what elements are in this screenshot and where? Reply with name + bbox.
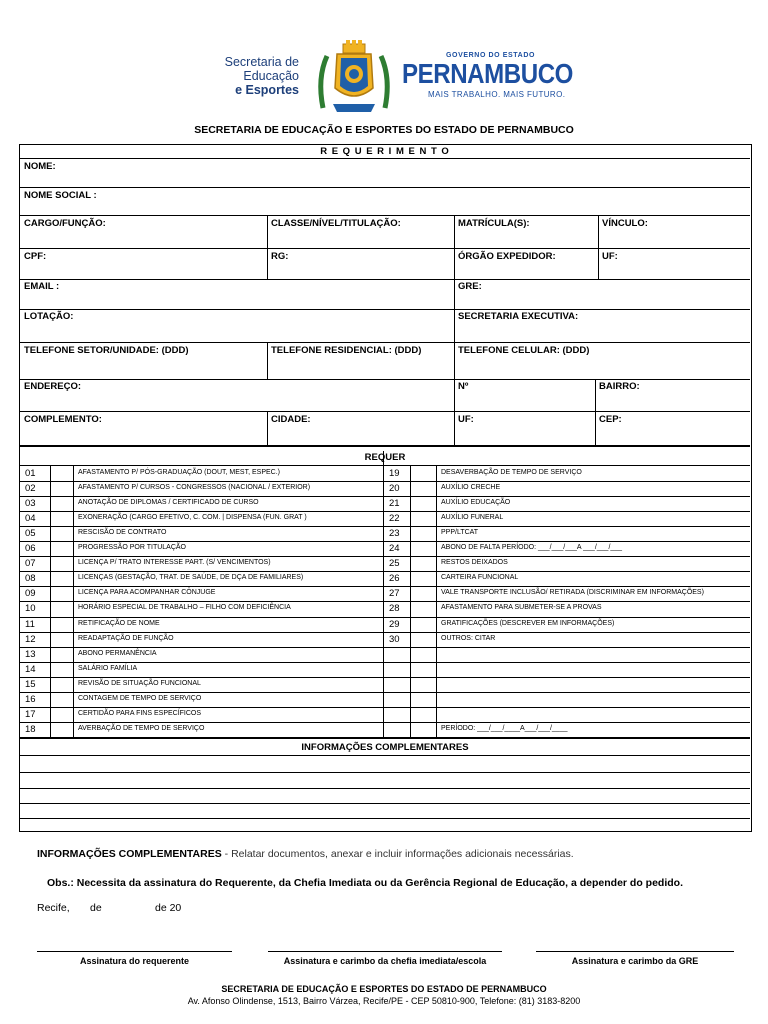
requer-item-checkbox[interactable] <box>411 541 436 555</box>
requer-item-checkbox[interactable] <box>51 647 73 661</box>
info-complementares-title: INFORMAÇÕES COMPLEMENTARES <box>301 742 469 753</box>
requer-item-checkbox[interactable] <box>51 526 73 540</box>
requer-item-checkbox[interactable] <box>411 677 436 691</box>
footer-address: Av. Afonso Olindense, 1513, Bairro Várzea, Recife/PE - CEP 50810-900, Telefone: (81) 3183-8200 <box>187 996 581 1006</box>
requer-item-checkbox[interactable] <box>411 707 436 721</box>
requer-item-number: 10 <box>25 603 36 615</box>
signature-line-chefia[interactable] <box>268 951 502 952</box>
field-nome[interactable]: NOME: <box>24 161 56 172</box>
requer-item-label: RETIFICAÇÃO DE NOME <box>78 619 160 627</box>
requer-item-checkbox[interactable] <box>411 586 436 600</box>
requer-item-number: 14 <box>25 663 36 675</box>
field-complemento[interactable]: COMPLEMENTO: <box>24 414 102 425</box>
requer-item-checkbox[interactable] <box>51 481 73 495</box>
info-line[interactable] <box>20 788 750 789</box>
requer-item-label: GRATIFICAÇÕES (DESCREVER EM INFORMAÇÕES) <box>441 619 615 627</box>
date-city: Recife, <box>37 902 70 914</box>
requer-item-checkbox[interactable] <box>411 511 436 525</box>
requer-item-label: REVISÃO DE SITUAÇÃO FUNCIONAL <box>78 679 201 687</box>
requer-item-checkbox[interactable] <box>51 662 73 676</box>
requer-item-label: HORÁRIO ESPECIAL DE TRABALHO – FILHO COM DEFICIÊNCIA <box>78 604 291 612</box>
requer-item-label: LICENÇAS (GESTAÇÃO, TRAT. DE SAÚDE, DE DÇA DE FAMILIARES) <box>78 574 304 582</box>
requer-item-number: 28 <box>389 603 400 615</box>
requer-item-checkbox[interactable] <box>51 511 73 525</box>
form-title: R E Q U E R I M E N T O <box>320 146 450 157</box>
requer-item-label: AFASTAMENTO PARA SUBMETER-SE A PROVAS <box>441 604 602 612</box>
date-de-year: de 20 <box>155 902 182 914</box>
obs-note: Obs.: Necessita da assinatura do Requerente, da Chefia Imediata ou da Gerência Regional de Educação, a depender do pedido. <box>47 877 684 889</box>
requer-item-number: 12 <box>25 633 36 645</box>
field-vinculo[interactable]: VÍNCULO: <box>602 218 648 229</box>
field-telefone-celular[interactable]: TELEFONE CELULAR: (DDD) <box>458 345 590 356</box>
requer-item-label: READAPTAÇÃO DE FUNÇÃO <box>78 634 174 642</box>
field-nome-social[interactable]: NOME SOCIAL : <box>24 190 97 201</box>
date-de-month: de <box>90 902 102 914</box>
pe-logo-motto: MAIS TRABALHO. MAIS FUTURO. <box>428 90 566 99</box>
requer-item-number: 29 <box>389 618 400 630</box>
requer-item-number: 04 <box>25 513 36 525</box>
requer-item-number: 30 <box>389 633 400 645</box>
requer-item-label: PROGRESSÃO POR TITULAÇÃO <box>78 544 187 552</box>
field-lotacao[interactable]: LOTAÇÃO: <box>24 311 74 322</box>
requer-item-label: PERÍODO: ___/___/____A___/___/____ <box>441 724 568 732</box>
requer-item-number: 06 <box>25 543 36 555</box>
requer-item-checkbox[interactable] <box>411 662 436 676</box>
requer-item-number: 24 <box>389 543 400 555</box>
info-line[interactable] <box>20 818 750 819</box>
footer-organization: SECRETARIA DE EDUCAÇÃO E ESPORTES DO ESTADO DE PERNAMBUCO <box>221 984 547 994</box>
requer-item-checkbox[interactable] <box>51 496 73 510</box>
requer-item-number: 01 <box>25 468 36 479</box>
requer-item-number: 22 <box>389 513 400 525</box>
field-cargo[interactable]: CARGO/FUNÇÃO: <box>24 218 106 229</box>
pernambuco-coat-of-arms-icon <box>313 38 395 116</box>
info-instruction <box>37 848 574 860</box>
requer-item-checkbox[interactable] <box>51 541 73 555</box>
document-header <box>0 0 768 122</box>
requer-item-checkbox[interactable] <box>411 526 436 540</box>
requer-item-number: 21 <box>389 498 400 510</box>
requer-item-number: 19 <box>389 468 400 479</box>
field-cpf[interactable]: CPF: <box>24 251 47 262</box>
secretaria-logo-line3: e Esportes <box>235 83 299 97</box>
field-bairro[interactable]: BAIRRO: <box>599 381 640 392</box>
requer-item-label: SALÁRIO FAMÍLIA <box>78 664 138 672</box>
pe-logo-name: PERNAMBUCO <box>402 58 573 89</box>
requer-item-checkbox[interactable] <box>411 571 436 585</box>
requer-item-checkbox[interactable] <box>51 677 73 691</box>
requer-item-checkbox[interactable] <box>51 466 73 480</box>
field-cidade[interactable]: CIDADE: <box>271 414 311 425</box>
field-matricula[interactable]: MATRÍCULA(S): <box>458 218 530 229</box>
requer-item-number: 05 <box>25 528 36 540</box>
requer-title: REQUER <box>364 452 406 463</box>
field-uf-endereco[interactable]: UF: <box>458 414 474 425</box>
requer-item-label: AFASTAMENTO P/ CURSOS - CONGRESSOS (NACIONAL / EXTERIOR) <box>78 484 311 492</box>
requer-item-number: 02 <box>25 483 36 495</box>
requer-item-checkbox[interactable] <box>51 632 73 646</box>
requer-item-number: 20 <box>389 483 400 495</box>
secretaria-logo-line1: Secretaria de <box>224 55 299 69</box>
signature-label-chefia: Assinatura e carimbo da chefia imediata/escola <box>283 956 487 966</box>
requer-item-number: 13 <box>25 648 36 660</box>
requer-item-checkbox[interactable] <box>51 722 73 736</box>
field-email[interactable]: EMAIL : <box>24 281 60 292</box>
signature-line-requerente[interactable] <box>37 951 232 952</box>
pe-logo-top: GOVERNO DO ESTADO <box>446 52 536 59</box>
requer-item-number: 08 <box>25 573 36 585</box>
field-secretaria-executiva[interactable]: SECRETARIA EXECUTIVA: <box>458 311 579 322</box>
requer-item-number: 23 <box>389 528 400 540</box>
field-gre[interactable]: GRE: <box>458 281 482 292</box>
signature-label-requerente: Assinatura do requerente <box>79 956 190 966</box>
info-instruction-rest: - Relatar documentos, anexar e incluir informações adicionais necessárias. <box>221 848 574 860</box>
requer-item-label: AFASTAMENTO P/ PÓS-GRADUAÇÃO (DOUT, MEST, ESPEC.) <box>78 469 280 476</box>
requer-item-checkbox[interactable] <box>411 556 436 570</box>
requer-item-checkbox[interactable] <box>51 692 73 706</box>
requer-item-label: RESTOS DEIXADOS <box>441 559 508 567</box>
requer-item-label: LICENÇA PARA ACOMPANHAR CÔNJUGE <box>78 589 216 597</box>
requer-item-number: 25 <box>389 558 400 570</box>
requer-item-checkbox[interactable] <box>51 617 73 631</box>
requer-item-number: 18 <box>25 723 36 735</box>
requer-item-checkbox[interactable] <box>411 647 436 661</box>
requer-item-checkbox[interactable] <box>411 632 436 646</box>
requer-item-label: ABONO PERMANÊNCIA <box>78 649 157 657</box>
field-orgao[interactable]: ÓRGÃO EXPEDIDOR: <box>458 251 556 262</box>
requer-item-label: AUXÍLIO CRECHE <box>441 484 501 492</box>
requer-item-checkbox[interactable] <box>51 586 73 600</box>
requer-item-label: AVERBAÇÃO DE TEMPO DE SERVIÇO <box>78 724 205 732</box>
requer-item-number: 11 <box>25 618 35 630</box>
requer-item-checkbox[interactable] <box>411 481 436 495</box>
requer-item-checkbox[interactable] <box>51 556 73 570</box>
requer-item-checkbox[interactable] <box>51 571 73 585</box>
requer-item-label: CERTIDÃO PARA FINS ESPECÍFICOS <box>78 709 202 717</box>
requer-item-checkbox[interactable] <box>411 466 436 480</box>
signature-label-gre: Assinatura e carimbo da GRE <box>571 956 699 966</box>
requer-item-number: 03 <box>25 498 36 510</box>
requer-item-checkbox[interactable] <box>51 601 73 615</box>
requer-item-checkbox[interactable] <box>411 692 436 706</box>
requer-item-checkbox[interactable] <box>411 617 436 631</box>
requer-item-label: RESCISÃO DE CONTRATO <box>78 529 167 537</box>
requer-item-label: OUTROS: CITAR <box>441 634 496 642</box>
requer-item-number: 26 <box>389 573 400 585</box>
secretaria-logo-line2: Educação <box>243 69 299 83</box>
requer-item-label: CONTAGEM DE TEMPO DE SERVIÇO <box>78 694 202 702</box>
field-classe[interactable]: CLASSE/NÍVEL/TITULAÇÃO: <box>271 218 401 229</box>
requer-item-number: 09 <box>25 588 36 600</box>
document-title: SECRETARIA DE EDUCAÇÃO E ESPORTES DO ESTADO DE PERNAMBUCO <box>194 124 574 136</box>
requer-item-checkbox[interactable] <box>411 601 436 615</box>
field-numero[interactable]: Nº <box>458 381 469 392</box>
field-rg[interactable]: RG: <box>271 251 289 262</box>
requer-item-label: LICENÇA P/ TRATO INTERESSE PART. (S/ VENCIMENTOS) <box>78 559 271 567</box>
requer-item-label: PPP/LTCAT <box>441 529 479 537</box>
requer-item-label: AUXÍLIO EDUCAÇÃO <box>441 499 511 507</box>
pernambuco-logo <box>402 52 572 99</box>
requer-item-label: AUXÍLIO FUNERAL <box>441 514 504 522</box>
requer-item-number: 07 <box>25 558 36 570</box>
info-line[interactable] <box>20 772 750 773</box>
requer-item-number: 17 <box>25 708 36 720</box>
requer-item-label: DESAVERBAÇÃO DE TEMPO DE SERVIÇO <box>441 469 582 476</box>
info-line[interactable] <box>20 803 750 804</box>
requer-item-checkbox[interactable] <box>51 707 73 721</box>
requer-item-checkbox[interactable] <box>411 496 436 510</box>
requer-item-label: CARTEIRA FUNCIONAL <box>441 574 519 582</box>
requer-item-checkbox[interactable] <box>411 722 436 736</box>
field-telefone-residencial[interactable]: TELEFONE RESIDENCIAL: (DDD) <box>271 345 422 356</box>
requer-item-number: 27 <box>389 588 400 600</box>
field-endereco[interactable]: ENDEREÇO: <box>24 381 82 392</box>
requer-item-label: VALE TRANSPORTE INCLUSÃO/ RETIRADA (DISCRIMINAR EM INFORMAÇÕES) <box>441 589 704 597</box>
requer-item-label: ABONO DE FALTA PERÍODO: ___/___/___A ___/___/___ <box>441 544 623 552</box>
secretaria-logo <box>209 55 299 97</box>
requer-item-label: EXONERAÇÃO (CARGO EFETIVO, C. COM. | DISPENSA (FUN. GRAT ) <box>78 514 307 522</box>
requerimento-form <box>19 144 752 832</box>
signature-line-gre[interactable] <box>536 951 734 952</box>
requer-item-number: 16 <box>25 693 36 705</box>
requer-item-number: 15 <box>25 678 36 690</box>
info-instruction-bold: INFORMAÇÕES COMPLEMENTARES <box>37 848 222 860</box>
requer-item-label: ANOTAÇÃO DE DIPLOMAS / CERTIFICADO DE CURSO <box>78 499 259 507</box>
field-telefone-setor[interactable]: TELEFONE SETOR/UNIDADE: (DDD) <box>24 345 189 356</box>
field-uf[interactable]: UF: <box>602 251 618 262</box>
field-cep[interactable]: CEP: <box>599 414 622 425</box>
